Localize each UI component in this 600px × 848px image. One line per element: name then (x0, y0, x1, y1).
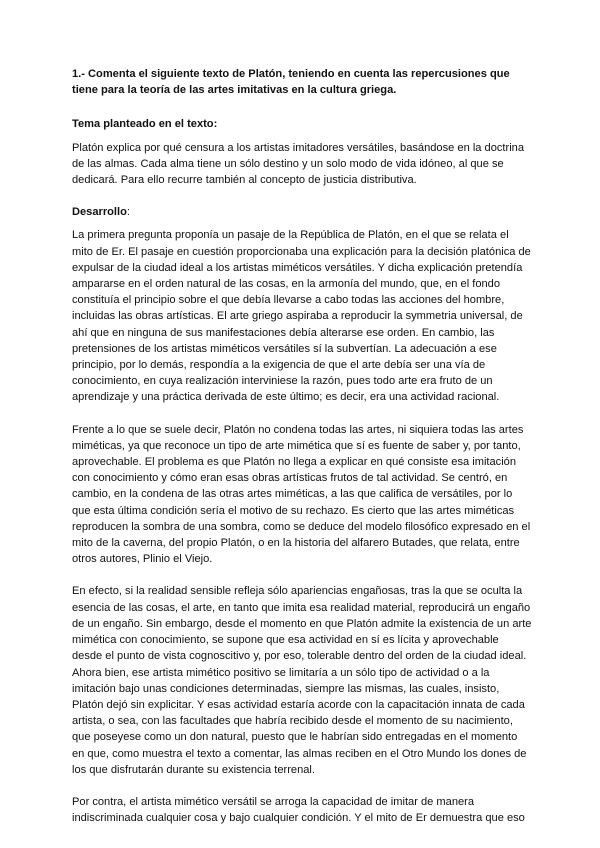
development-heading-colon: : (126, 206, 130, 219)
development-paragraph-1: La primera pregunta proponía un pasaje de la República de Platón, en el que se relata el mito de Er. El pasaje en cuestión proporcionaba una explicación para la decisión platónica de expulsar de la ciudad ideal a los artistas miméticos versátiles. Y dicha explicación pretendía ampararse en el orden natural de las cosas, en la armonía del mundo, que, en el fondo constituía el principio sobre el que debía llevarse a cabo todas las acciones del hombre, incluidas las obras artísticas. El arte griego aspiraba a reproducir la symmetria universal, de ahí que en ninguna de sus manifestaciones debía alterarse ese orden. En cambio, las pretensiones de los artistas miméticos versátiles sí la subvertían. La adecuación a ese principio, por lo demás, respondía a la exigencia de que el arte debía ser una vía de conocimiento, en cuya realización interviniese la razón, pues todo arte era fruto de un aprendizaje y una práctica derivada de este último; es decir, era una actividad racional. (72, 229, 531, 404)
development-heading-label: Desarrollo (72, 206, 127, 219)
topic-paragraph: Platón explica por qué censura a los artistas imitadores versátiles, basándose en la doctrina de las almas. Cada alma tiene un sólo destino y un solo modo de vida idóneo, al que se dedicará. Para ello recurre también al concepto de justicia distributiva. (72, 141, 525, 187)
development-paragraph-4: Por contra, el artista mimético versátil se arroga la capacidad de imitar de manera indiscriminada cualquier cosa y bajo cualquier condición. Y el mito de Er demuestra que eso (72, 795, 525, 825)
document-page (72, 66, 532, 842)
development-paragraph-3: En efecto, si la realidad sensible refleja sólo apariencias engañosas, tras la que se oculta la esencia de las cosas, el arte, en tanto que imita esa realidad material, reproducirá un engaño de un engaño. Sin embargo, desde el momento en que Platón admite la existencia de un arte mimética con conocimiento, se supone que esa actividad en sí es lícita y aprovechable desde el punto de vista cognoscitivo y, por eso, tolerable dentro del orden de la ciudad ideal. Ahora bien, ese artista mimético positivo se limitaría a un sólo tipo de actividad o a la imitación bajo unas condiciones determinadas, siempre las mismas, las cuales, insisto, Platón dejó sin explicitar. Y esas actividad estaría acorde con la capacitación innata de cada artista, o sea, con las facultades que habría recibido desde el momento de su nacimiento, que poseyese como un don natural, puesto que le habrían sido entregadas en el momento en que, como muestra el texto a comentar, las almas reciben en el Otro Mundo los dones de los que disfrutarán durante su existencia terrenal. (72, 585, 532, 776)
development-paragraph-2: Frente a lo que se suele decir, Platón no condena todas las artes, ni siquiera todas las artes miméticas, ya que reconoce un tipo de arte mimética que sí es fuente de saber y, por tanto, aprovechable. El problema es que Platón no llega a explicar en qué consiste esa imitación con conocimiento y cómo eran esas obras artísticas frutos de tal actividad. Se centró, en cambio, en la condena de las otras artes miméticas, a las que califica de versátiles, por lo que esta última condición sería el motivo de su rechazo. Es cierto que las artes miméticas reproducen la sombra de una sombra, como se deduce del modelo filosófico expresado en el mito de la caverna, del propio Platón, o en la historia del alfarero Butades, que relata, entre otros autores, Plinio el Viejo. (72, 423, 531, 566)
question-heading: 1.- Comenta el siguiente texto de Platón, teniendo en cuenta las repercusiones que tiene para la teoría de las artes imitativas en la cultura griega. (72, 68, 510, 97)
topic-heading: Tema planteado en el texto: (72, 118, 218, 131)
development-heading (72, 204, 532, 220)
